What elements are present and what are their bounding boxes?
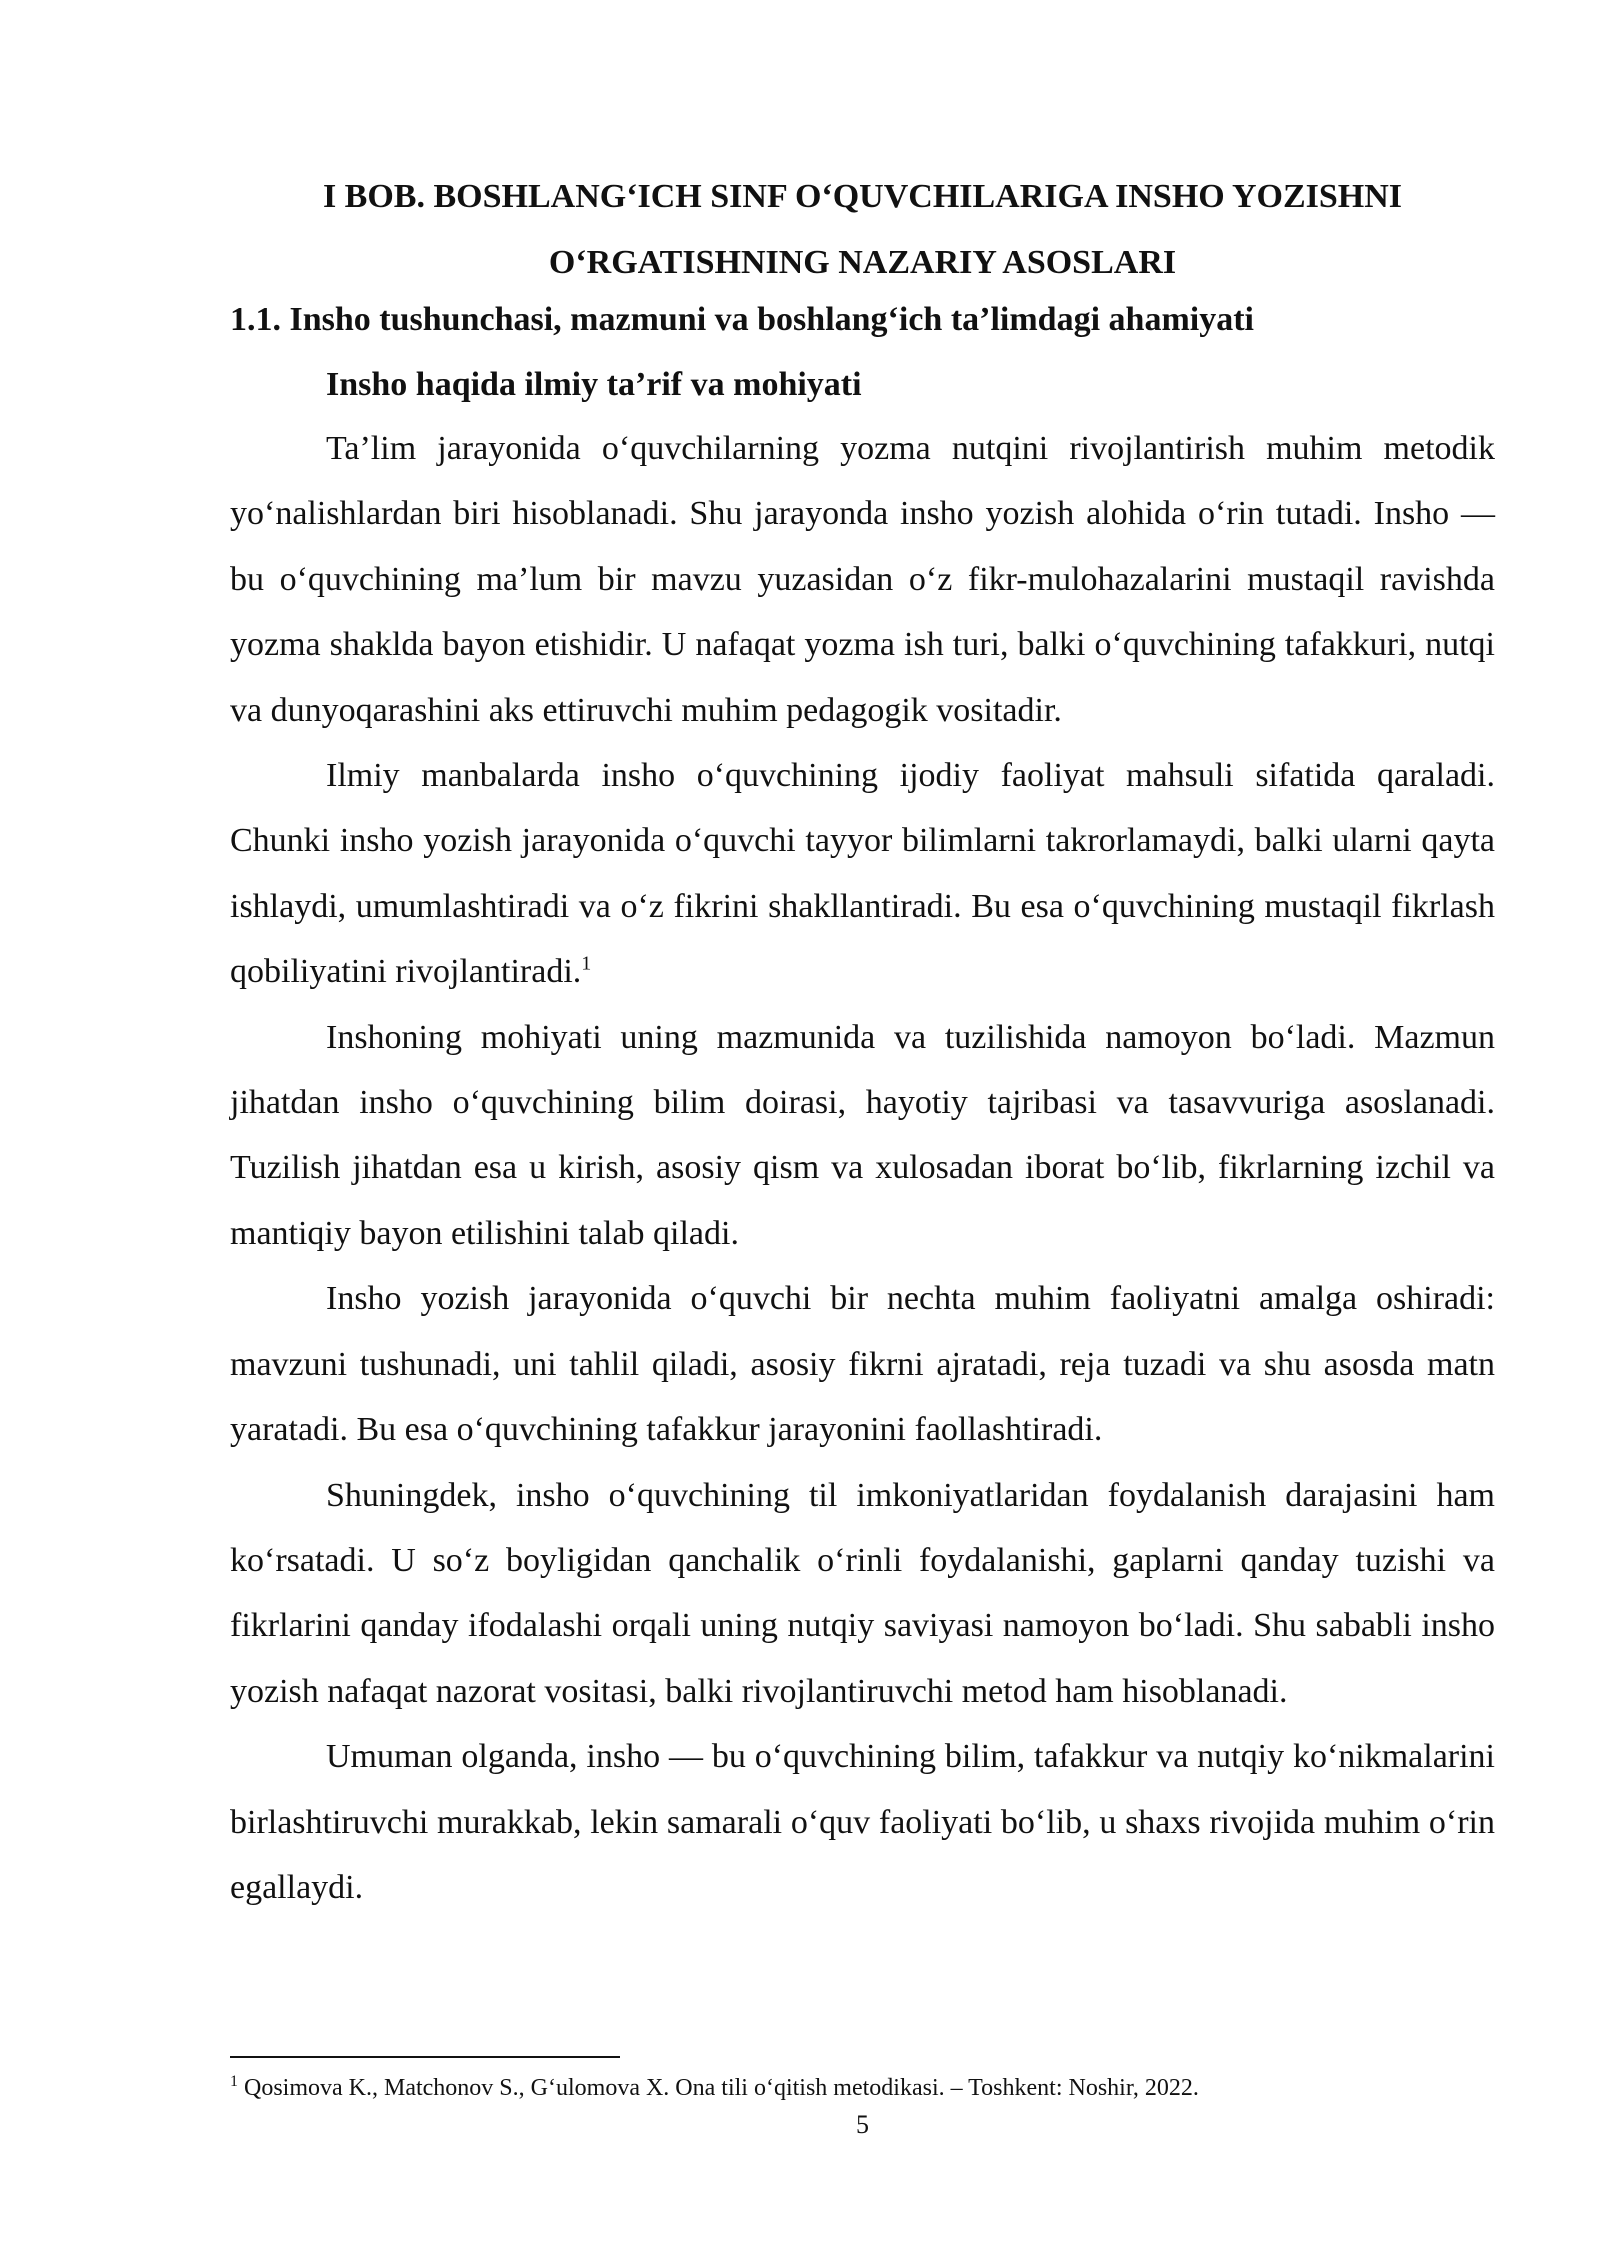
document-page <box>230 0 1495 2262</box>
paragraph-1: Ta’lim jarayonida o‘quvchilarning yozma nutqini rivojlantirish muhim metodik yo‘nalishlardan biri hisoblanadi. Shu jarayonda insho yozish alohida o‘rin tutadi. Insho — bu o‘quvchining ma’lum bir mavzu yuzasidan o‘z fikr-mulohazalarini mustaqil ravishda yozma shaklda bayon etishidir. U nafaqat yozma ish turi, balki o‘quvchining tafakkuri, nutqi va dunyoqarashini aks ettiruvchi muhim pedagogik vositadir. <box>230 430 1495 729</box>
footnote <box>230 2072 1495 2104</box>
paragraph-6: Umuman olganda, insho — bu o‘quvchining bilim, tafakkur va nutqiy ko‘nikmalarini birlashtiruvchi murakkab, lekin samarali o‘quv faoliyati bo‘lib, u shaxs rivojida muhim o‘rin egallaydi. <box>230 1738 1495 1906</box>
subsection-title: Insho haqida ilmiy ta’rif va mohiyati <box>326 366 862 403</box>
paragraph-3: Inshoning mohiyati uning mazmunida va tuzilishida namoyon bo‘ladi. Mazmun jihatdan insho o‘quvchining bilim doirasi, hayotiy tajribasi va tasavvuriga asoslanadi. Tuzilish jihatdan esa u kirish, asosiy qism va xulosadan iborat bo‘lib, fikrlarning izchil va mantiqiy bayon etilishini talab qiladi. <box>230 1018 1495 1252</box>
chapter-title <box>230 164 1495 296</box>
section-title: 1.1. Insho tushunchasi, mazmuni va boshlang‘ich ta’limdagi ahamiyati <box>230 301 1254 338</box>
footnote-number: 1 <box>230 2073 238 2090</box>
footnote-text: Qosimova K., Matchonov S., G‘ulomova X. Ona tili o‘qitish metodikasi. – Toshkent: Noshir, 2022. <box>244 2075 1199 2101</box>
paragraph-2 <box>230 743 1495 1005</box>
paragraph-5: Shuningdek, insho o‘quvchining til imkoniyatlaridan foydalanish darajasini ham ko‘rsatadi. U so‘z boyligidan qanchalik o‘rinli foydalanishi, gaplarni qanday tuzishi va fikrlarini qanday ifodalashi orqali uning nutqiy saviyasi namoyon bo‘ladi. Shu sababli insho yozish nafaqat nazorat vositasi, balki rivojlantiruvchi metod ham hisoblanadi. <box>230 1476 1495 1710</box>
footnote-reference[interactable]: 1 <box>581 952 592 975</box>
footnote-separator <box>230 2056 620 2058</box>
body-text <box>230 416 1495 1920</box>
paragraph-2-text: Ilmiy manbalarda insho o‘quvchining ijodiy faoliyat mahsuli sifatida qaraladi. Chunki insho yozish jarayonida o‘quvchi tayyor bilimlarni takrorlamaydi, balki ularni qayta ishlaydi, umumlashtiradi va o‘z fikrini shakllantiradi. Bu esa o‘quvchining mustaqil fikrlash qobiliyatini rivojlantiradi. <box>230 757 1495 991</box>
chapter-title-line-2: O‘RGATISHNING NAZARIY ASOSLARI <box>548 244 1177 281</box>
chapter-title-line-1: I BOB. BOSHLANG‘ICH SINF O‘QUVCHILARIGA INSHO YOZISHNI <box>322 178 1403 215</box>
paragraph-4: Insho yozish jarayonida o‘quvchi bir nechta muhim faoliyatni amalga oshiradi: mavzuni tushunadi, uni tahlil qiladi, asosiy fikrni ajratadi, reja tuzadi va shu asosda matn yaratadi. Bu esa o‘quvchining tafakkur jarayonini faollashtiradi. <box>230 1280 1495 1449</box>
page-number: 5 <box>856 2110 869 2139</box>
